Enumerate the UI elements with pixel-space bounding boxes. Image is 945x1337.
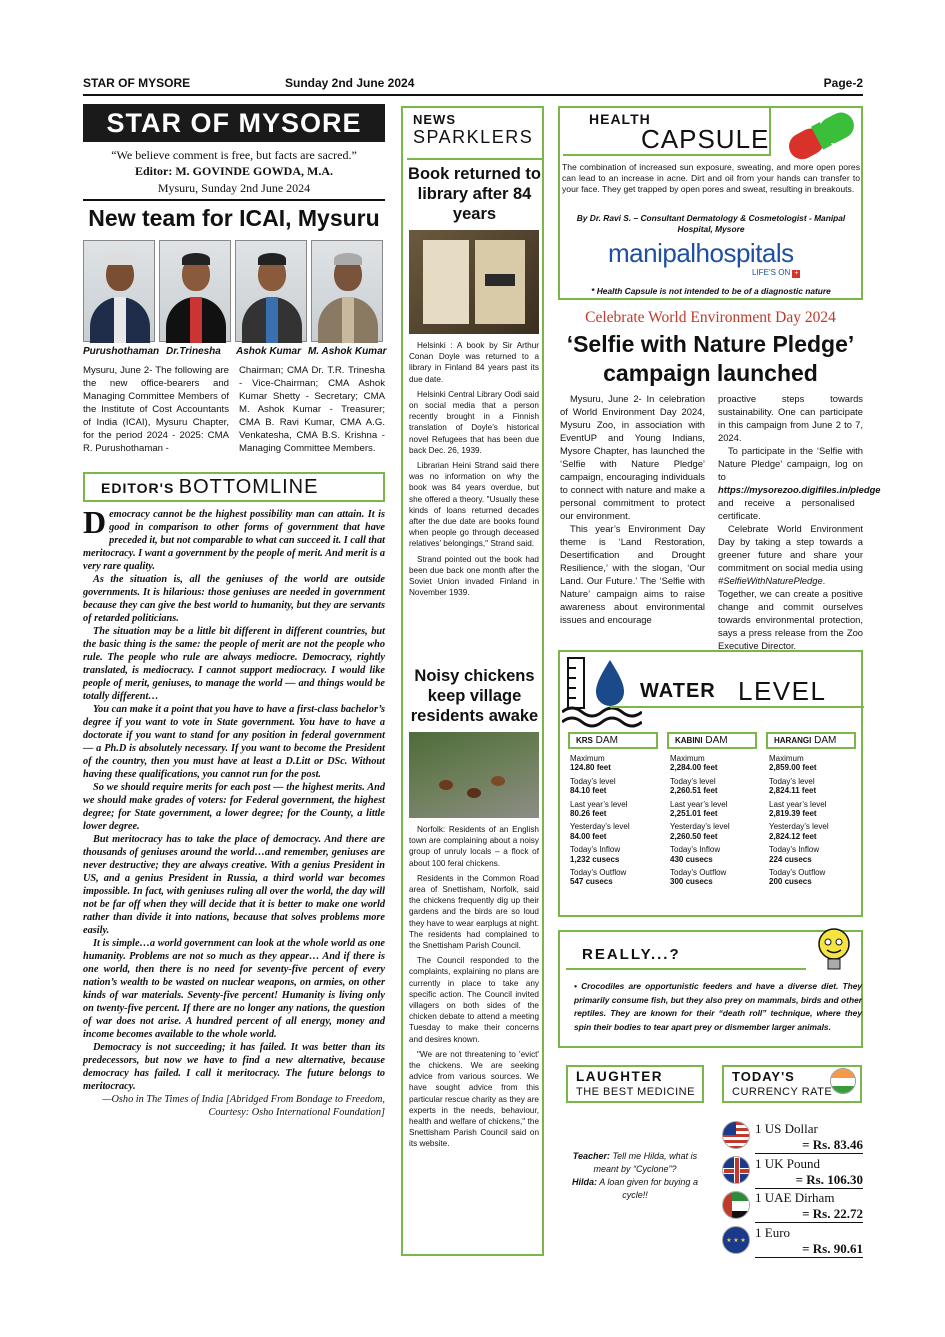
lbl: Today’s Outflow <box>670 868 727 878</box>
news-para: Helsinki Central Library Oodi said on social media that a person recently brought in a Finnish translation of Doyle’s historical novel Refugees that has been due back Dec. 26, 1939. <box>409 389 539 455</box>
lbl: Today’s Inflow <box>670 845 721 855</box>
val: 300 cusecs <box>670 877 713 887</box>
joke-speaker: Teacher: <box>572 1151 610 1161</box>
lbl: Today’s Inflow <box>570 845 621 855</box>
manipal-tagline <box>752 268 800 278</box>
masthead-dateline: Mysuru, Sunday 2nd June 2024 <box>157 181 311 195</box>
health-note: * Health Capsule is not intended to be of a diagnostic nature <box>591 286 831 296</box>
rate-unit: 1 Euro <box>755 1225 791 1240</box>
env-col2 <box>718 392 881 652</box>
health-label-2: CAPSULE <box>641 124 770 154</box>
news-para: "We are not threatening to 'evict' the chickens. We are seeking advice from various sources. We have sought advice from this particular rescue charity as they are experts in the needs, behaviour, health and welfare of chickens," the Snettisham Parish Council said on its website. <box>409 1049 539 1149</box>
lbl: Today’s Outflow <box>570 868 627 878</box>
news-para: Norfolk: Residents of an English town are complaining about a noisy group of unruly locals – a flock of about 100 feral chickens. <box>409 825 539 868</box>
val: 2,284.00 feet <box>670 763 718 773</box>
joke-speaker: Hilda: <box>572 1177 598 1187</box>
dam-data-harangi <box>769 754 861 887</box>
lbl: Maximum <box>670 754 705 763</box>
water-gauge-icon <box>562 654 642 730</box>
editorial-para: But meritocracy has to take the place of democracy. And there are thousands of geniuses around the world…and remember, geniuses are never destructive; they are always creative. With a genius President in US, and a genius President in Russia, a third world war becomes impossible. In fact, with geniuses ruling all over the world, the day will not be far off when they will decide that it is better to make one world rather than divide it into nations, because that solves problems more easily. <box>83 834 385 936</box>
uae-flag-icon <box>722 1191 750 1219</box>
dam-label-kabini <box>667 732 757 749</box>
currency-label-1: TODAY'S <box>732 1069 795 1084</box>
val: 547 cusecs <box>570 877 613 887</box>
dam-data-krs <box>570 754 662 887</box>
news-body-1 <box>409 340 539 598</box>
laughter-label-1: LAUGHTER <box>576 1069 663 1084</box>
photo-purushothaman <box>83 240 155 342</box>
rate-eur <box>755 1225 863 1258</box>
health-label-1: HEALTH <box>589 111 651 127</box>
editorial-para: emocracy cannot be the highest possibility man can attain. It is good in comparison to other forms of government that have preceded it, but not comparable to what can succeed it. I call that meritocracy. I want a government by the people of merit. And merit is a very rare quality. <box>83 509 385 572</box>
val: 2,260.50 feet <box>670 831 718 841</box>
rate-usd <box>755 1121 863 1154</box>
news-para: The Council responded to the complaints, explaining no plans are currently in place to take any specific action. The Council invited villagers on both sides of the chicken debate to attend a meeting Tuesday to make their concerns and desires known. <box>409 956 539 1044</box>
water-label-1: WATER <box>640 680 716 702</box>
pledge-link[interactable]: https://mysorezoo.digifiles.in/pledge <box>718 484 881 495</box>
photo-ashok-kumar <box>235 240 307 342</box>
news-para: Residents in the Common Road area of Snettisham, Norfolk, said the chickens frequently dig up their gardens and the birds are so loud they have to wear earplugs at night. The residents had complained to the Snettisham Parish Council. <box>409 873 539 951</box>
rate-amount: = Rs. 83.46 <box>755 1137 863 1154</box>
env-text: To participate in the ‘Selfie with Nature Pledge’ campaign, log on to <box>718 445 863 482</box>
news-headline-1: Book returned to library after 84 years <box>408 165 541 223</box>
water-label-2: LEVEL <box>738 676 827 706</box>
chickens-photo <box>409 732 539 818</box>
lbl: Today’s level <box>570 776 616 786</box>
us-flag-icon <box>722 1121 750 1149</box>
dam-name: KRS <box>576 736 593 745</box>
hashtag: #SelfieWithNaturePledge <box>718 575 823 586</box>
dam-suffix: DAM <box>814 735 837 746</box>
joke <box>566 1150 704 1202</box>
env-text: Celebrate World Environment Day by taking a step towards a greener future and share your commitment on social media using <box>718 523 863 573</box>
editorial-para: You can make it a point that you have to have a first-class bachelor’s degree if you want to vote in State government. You have to have a doctorate if you want to stand for any position in federal government — a Ph.D is absolutely necessary. If you want to become the President of the country, then you must have at least a D.Litt or DSc. Without having these qualifications, you cannot run for the post. <box>83 704 385 780</box>
editorial-credit: —Osho in The Times of India [Abridged From Bondage to Freedom, Courtesy: Osho International Foundation] <box>102 1094 385 1118</box>
lbl: Last year’s level <box>570 799 628 809</box>
val: 430 cusecs <box>670 854 713 864</box>
lbl: Last year’s level <box>769 799 827 809</box>
env-headline: ‘Selfie with Nature Pledge’ campaign launched <box>566 331 855 386</box>
icai-text-col2: Chairman; CMA Dr. T.R. Trinesha - Vice-Chairman; CMA Ashok Kumar Shetty - Secretary; CMA M. Ashok Kumar - Treasurer; CMA B. Ravi Kumar, CMA A.G. Venkatesha, CMA B.S. Krishna - Managing Committee Members. <box>239 365 385 454</box>
env-text: and receive a personalised certificate. <box>718 497 855 521</box>
joke-line: A loan given for buying a cycle!! <box>597 1177 698 1200</box>
caption: Dr.Trinesha <box>166 346 221 357</box>
env-col1 <box>560 392 705 626</box>
eu-flag-icon: ★ ★ ★ <box>722 1226 750 1254</box>
lbl: Last year’s level <box>670 799 728 809</box>
dam-label-krs <box>568 732 658 749</box>
icai-text-col1: Mysuru, June 2- The following are the new office-bearers and Managing Committee Members of the Institute of Cost Accountants of India (ICAI), Mysuru Chapter, for the period 2024 - 2025: CMA R. Purushothaman - <box>83 365 229 454</box>
editorial-label <box>83 472 385 502</box>
editorial-label-bold: EDITOR'S <box>101 480 175 496</box>
news-para: Strand pointed out the book had been due back one month after the Soviet Union invaded Finland in November 1939. <box>409 554 539 598</box>
env-para: This year’s Environment Day theme is ‘Land Restoration, Desertification and Drought Resilience,’ with the slogan, ‘Our Land. Our Future.’ The ‘Selfie with Nature’ campaign aims to raise awareness about environmental issues and encourage <box>560 523 705 625</box>
val: 2,260.51 feet <box>670 786 718 796</box>
page-header <box>83 76 863 96</box>
rate-unit: 1 US Dollar <box>755 1121 818 1136</box>
val: 2,251.01 feet <box>670 809 718 819</box>
rate-amount: = Rs. 22.72 <box>755 1206 863 1223</box>
pill-icon <box>780 110 862 160</box>
env-text: . Together, we can create a positive change and commit ourselves towards environmental protection, says a press release from the Zoo Executive Director. <box>718 575 863 651</box>
news-body-2 <box>409 824 539 1150</box>
env-para: Mysuru, June 2- In celebration of World Environment Day 2024, Mysuru Zoo, in association with EventUP and Young Indians, Mysore Chapter, has launched the ‘Selfie with Nature Pledge’ campaign, encouraging individuals to connect with nature and make a personal commitment to protect our environment. <box>560 393 705 521</box>
page-number: Page-2 <box>823 76 863 90</box>
photo-m-ashok-kumar <box>311 240 383 342</box>
joke-line: Tell me Hilda, what is meant by “Cyclone”? <box>593 1151 698 1174</box>
editorial-label-text: BOTTOMLINE <box>178 476 319 498</box>
dam-suffix: DAM <box>705 735 728 746</box>
health-text: The combination of increased sun exposure, sweating, and more open pores can lead to an increase in acne. Dirt and oil from your hands can transfer to your face. They get trapped by open pores and sweat, resulting in breakouts. <box>562 162 860 194</box>
really-fact: Crocodiles are opportunistic feeders and have a diverse diet. They primarily consume fish, but they also prey on mammals, birds and other reptiles. They are known for their “death roll” technique, where they spin their bodies to tear apart prey or dismember larger animals. <box>574 981 863 1032</box>
editorial-para: Democracy is not succeeding; it has failed. It was better than its predecessors, but now we have to find a new alternative, because democracy has failed. I call it meritocracy. The future belongs to meritocracy. <box>83 1042 385 1092</box>
dam-name: KABINI <box>675 736 703 745</box>
val: 2,819.39 feet <box>769 809 817 819</box>
dam-name: HARANGI <box>774 736 812 745</box>
val: 1,232 cusecs <box>570 854 620 864</box>
editorial-para: It is simple…a world government can look at the whole world as one humanity. Problems are not so much as they appear… And if there is one world, then there is no need for seventy-five percent of every nation’s wealth to be wasted on nuclear weapons, on armies, on other kinds of war materials. Seventy-five percent! Humanity is living only on twenty-five percent. If there are no longer any nations, the question of war does not arise. A hundred percent of all energy, money and income becomes available to the whole world. <box>83 938 385 1040</box>
lbl: Yesterday’s level <box>769 822 829 832</box>
news-sparklers-label <box>407 112 542 160</box>
photo-trinesha <box>159 240 231 342</box>
health-label <box>563 108 771 156</box>
editorial-para: So we should require merits for each post — the highest merits. And we should make grades of voters: for Federal government, the highest degree; for State government, a lower degree; for the County, a little lower degree. <box>83 782 385 832</box>
lbl: Yesterday’s level <box>670 822 730 832</box>
val: 80.26 feet <box>570 809 607 819</box>
lbl: Maximum <box>769 754 804 763</box>
plus-icon: + <box>794 270 799 277</box>
dam-data-kabini <box>670 754 762 887</box>
tagline-text: LIFE’S ON <box>752 268 791 277</box>
issue-date: Sunday 2nd June 2024 <box>285 76 415 90</box>
editorial-body <box>83 504 385 1119</box>
news-para: Librarian Heini Strand said there was no information on why the book was 84 years overdue, but she offered a theory. "Usually these kinds of loans returned decades after the due date are books found when people go through deceased relatives’ belongings," Strand said. <box>409 461 539 549</box>
val: 224 cusecs <box>769 854 812 864</box>
caption: Purushothaman <box>83 346 160 357</box>
env-para: proactive steps towards sustainability. One can participate in this campaign from June 2 to 7, 2024. <box>718 393 863 443</box>
dam-suffix: DAM <box>595 735 618 746</box>
news-sparklers-box <box>401 106 544 1256</box>
dropcap: D <box>83 504 107 540</box>
masthead-motto: “We believe comment is free, but facts are sacred.” <box>111 148 357 162</box>
rate-amount: = Rs. 106.30 <box>755 1172 863 1189</box>
icai-headline: New team for ICAI, Mysuru <box>88 205 380 231</box>
news-headline-2: Noisy chickens keep village residents awake <box>410 667 539 725</box>
divider <box>83 199 385 201</box>
val: 200 cusecs <box>769 877 812 887</box>
val: 84.00 feet <box>570 831 607 841</box>
manipal-logo: manipalhospitals <box>608 238 794 268</box>
editorial-para: The situation may be a little bit different in different countries, but the basic thing is the same: the people of merit are not the people who rule. The people who rule are always mediocre. Democracy, rightly translated, is mediocracy. I cannot support mediocracy. I would like people of merit, geniuses, to manage the world — and things would be totally different… <box>83 626 385 702</box>
rate-gbp <box>755 1156 863 1189</box>
currency-label-2: CURRENCY RATE <box>732 1086 833 1098</box>
paper-name: STAR OF MYSORE <box>83 76 191 90</box>
caption: Ashok Kumar <box>236 346 302 357</box>
book-photo <box>409 230 539 334</box>
val: 2,824.11 feet <box>769 786 817 796</box>
health-byline: By Dr. Ravi S. – Consultant Dermatology & Cosmetologist - Manipal Hospital, Mysore <box>576 213 846 234</box>
masthead-title: STAR OF MYSORE <box>83 104 385 142</box>
lbl: Today’s level <box>769 776 815 786</box>
news-label-2: SPARKLERS <box>413 127 534 147</box>
divider <box>610 706 864 708</box>
lightbulb-icon <box>812 926 856 976</box>
lbl: Maximum <box>570 754 605 763</box>
val: 124.80 feet <box>570 763 611 773</box>
laughter-box <box>566 1065 704 1103</box>
rate-unit: 1 UAE Dirham <box>755 1190 835 1205</box>
dam-label-harangi <box>766 732 856 749</box>
india-flag-icon <box>830 1068 856 1094</box>
lbl: Today’s Outflow <box>769 868 826 878</box>
laughter-label-2: THE BEST MEDICINE <box>576 1086 695 1098</box>
caption: M. Ashok Kumar <box>308 346 387 357</box>
news-para: Helsinki : A book by Sir Arthur Conan Doyle was returned to a library in Finland 84 years past its due date. <box>409 341 539 384</box>
lbl: Yesterday’s level <box>570 822 630 832</box>
uk-flag-icon <box>722 1156 750 1184</box>
env-kicker: Celebrate World Environment Day 2024 <box>585 309 836 326</box>
val: 2,824.12 feet <box>769 831 817 841</box>
really-text: • Crocodiles are opportunistic feeders and have a diverse diet. They primarily consume fish, but they also prey on mammals, birds and other reptiles. They are known for their “death roll” technique, where they spin their bodies to tear apart prey or dismember larger animals. <box>574 981 863 1032</box>
masthead-editor: Editor: M. GOVINDE GOWDA, M.A. <box>135 164 333 178</box>
news-label-1: NEWS <box>413 112 456 127</box>
val: 84.10 feet <box>570 786 607 796</box>
really-label: REALLY...? <box>566 938 806 970</box>
val: 2,859.00 feet <box>769 763 817 773</box>
editorial-para: As the situation is, all the geniuses of the world are outside governments. It is hilarious: those geniuses are needed in government because they can give the best world to humanity, but they are servants of retarded politicians. <box>83 574 385 624</box>
rate-unit: 1 UK Pound <box>755 1156 821 1171</box>
lbl: Today’s level <box>670 776 716 786</box>
rate-aed <box>755 1190 863 1223</box>
rate-amount: = Rs. 90.61 <box>755 1241 863 1258</box>
lbl: Today’s Inflow <box>769 845 820 855</box>
